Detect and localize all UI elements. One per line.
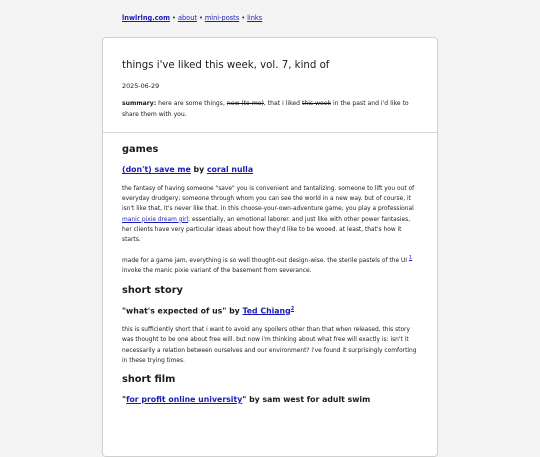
section-heading-games: games [122,144,159,155]
post-header [103,38,437,133]
summary-strike: new (to me) [226,100,264,107]
post-body [103,133,437,404]
paragraph-text: ; essentially, an emotional laborer. and just like with other power fantasies, her clients have very particular ideas about how they'd like to be wooed. at least, that's how it starts. [122,216,411,244]
site-link[interactable]: lnwlrlng.com [122,14,171,22]
film-item-title [122,395,418,404]
nav-separator: • [241,14,246,22]
story-author-link[interactable]: Ted Chiang [242,306,291,316]
post-date: 2025-06-29 [122,82,160,90]
film-credit: by sam west for adult swim [246,395,371,404]
film-link[interactable]: for profit online university [126,395,243,404]
manic-pixie-link[interactable]: manic pixie dream girl [122,216,189,223]
games-paragraph-1 [122,184,418,245]
summary-text: , that i liked [263,100,302,107]
section-heading-story: short story [122,284,183,296]
game-author-link[interactable]: coral nulla [206,165,254,174]
nav-mini-posts-link[interactable]: mini-posts [204,14,240,22]
quote-mark: " [122,395,127,404]
story-title: "what's expected of us" [122,306,227,316]
nav-separator: • [172,14,176,22]
post-card [102,37,438,457]
quote-mark: " [242,395,247,404]
games-paragraph-2 [122,253,418,276]
top-nav [122,14,262,22]
by-text: by [190,165,207,174]
paragraph-text: invoke the manic pixie variant of the basement from severance. [122,268,312,275]
section-heading-film: short film [122,374,176,385]
footnote-1-link[interactable]: 1 [408,255,413,262]
nav-separator: • [198,14,203,22]
summary-text: here are some things, [156,100,227,107]
game-link[interactable]: (don't) save me [122,165,191,174]
post-summary [122,99,418,120]
summary-strike: this week [301,100,332,107]
by-text: by [226,306,243,316]
story-item-title [122,306,418,316]
footnote-2-link[interactable]: 2 [290,305,295,312]
summary-text: in the past and i'd like to share them with you. [122,100,409,118]
paragraph-text: the fantasy of having someone "save" you is convenient and tantalizing. someone to lift you out of everyday drudgery; someone through whom you can see the world in a new way. but of course, it isn't like that, it's never like that. in this choose-your-own-adventure game, you play a professional [122,186,415,213]
post-title: things i've liked this week, vol. 7, kind of [122,60,330,71]
games-item-title [122,165,418,174]
paragraph-text: made for a game jam, everything is so well thought-out design-wise. the sterile pastels of the UI [122,258,409,265]
summary-label: summary: [122,100,157,107]
story-paragraph-1: this is sufficiently short that i want to avoid any spoilers other than that when released, this story was thought to be one about free will. but now i'm thinking about what free will exactly is: isn't it necessarily a relation between ourselves and our environment? i've found it surprisingly comforting in these trying times. [122,327,417,364]
nav-about-link[interactable]: about [177,14,197,22]
nav-links-link[interactable]: links [247,14,263,22]
